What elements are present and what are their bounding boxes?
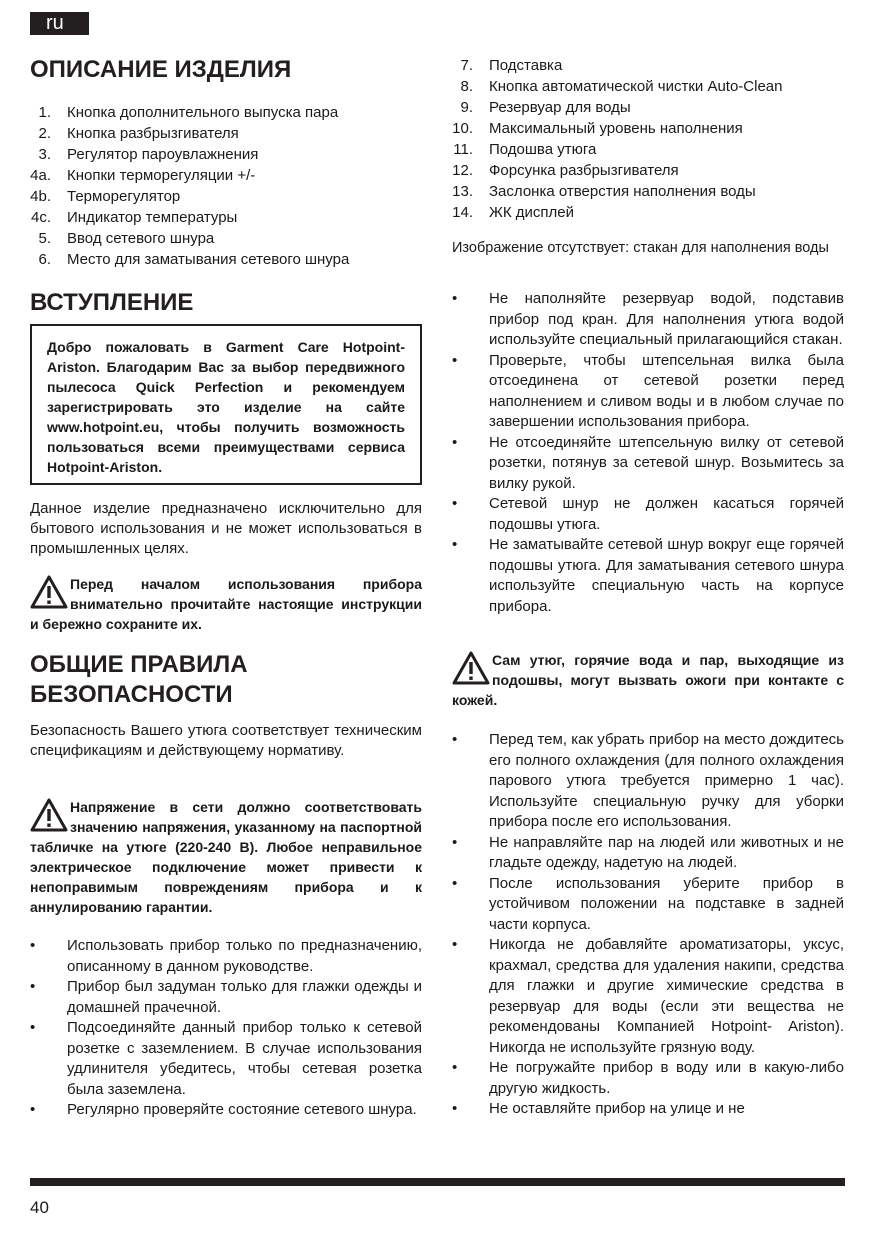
list-item: 6. Место для заматывания сетевого шнура	[38, 251, 350, 268]
list-item: 7. Подставка	[460, 57, 563, 74]
list-item: • После использования уберите прибор в устойчивом положении на подставке в задней части корпуса.	[452, 874, 844, 933]
list-item: 4a. Кнопки терморегуляции +/-	[30, 167, 256, 184]
safety-bullets-right-2	[452, 730, 844, 1120]
list-item: • Не направляйте пар на людей или животных и не гладьте одежду, надетую на людей.	[452, 833, 844, 871]
list-item: 1. Кнопка дополнительного выпуска пара	[38, 104, 339, 121]
list-item: • Не заматывайте сетевой шнур вокруг еще горячей подошвы утюга. Для заматывания сетевого шнура используйте специальную часть на корпусе прибора.	[452, 536, 844, 615]
list-item: • Проверьте, чтобы штепсельная вилка была отсоединена от сетевой розетки перед наполнением и сливом воды и в любом случае по завершении использования прибора.	[452, 351, 844, 430]
list-item: 3. Регулятор пароувлажнения	[38, 146, 259, 163]
list-item: • Не отсоединяйте штепсельную вилку от сетевой розетки, потянув за сетевой шнур. Возьмитесь за вилку рукой.	[452, 433, 844, 492]
instructions-warning: Перед началом использования прибора внимательно прочитайте настоящие инструкции и бережно сохраните их.	[30, 576, 422, 632]
warning-triangle-icon	[30, 575, 68, 609]
list-item: • Не погружайте прибор в воду или в какую-либо другую жидкость.	[452, 1059, 844, 1097]
language-tab: ru	[30, 12, 89, 35]
list-item: 11. Подошва утюга	[453, 141, 597, 158]
list-item: 9. Резервуар для воды	[460, 99, 631, 116]
footer-rule	[30, 1178, 845, 1186]
list-item: • Не оставляйте прибор на улице и не	[452, 1100, 745, 1117]
welcome-text: Добро пожаловать в Garment Care Hotpoint-Ariston. Благодарим Вас за выбор передвижного пылесоса Quick Perfection и рекомендуем зарегистрировать это изделие на сайте www.hotpoint.eu, чтобы получить возможность пользоваться всеми преимуществами сервиса Hotpoint-Ariston.	[47, 339, 405, 475]
voltage-warning: Напряжение в сети должно соответствовать значению напряжения, указанному на паспортной табличке на утюге (220-240 В). Любое неправильное электрическое подключение может привести к непоправимым повреждениям прибора и к аннулированию гарантии.	[30, 799, 422, 915]
burn-warning: Сам утюг, горячие вода и пар, выходящие из подошвы, могут вызвать ожоги при контакте с кожей.	[452, 652, 844, 708]
list-item: 14. ЖК дисплей	[452, 204, 574, 221]
product-description-title: ОПИСАНИЕ ИЗДЕЛИЯ	[30, 56, 292, 83]
warning-triangle-icon	[452, 651, 490, 685]
parts-list-left	[30, 102, 422, 270]
list-item: 4b. Терморегулятор	[30, 188, 181, 205]
list-item: • Подсоединяйте данный прибор только к сетевой розетке с заземлением. В случае использования удлинителя убедитесь, чтобы сетевая розетка была заземлена.	[30, 1019, 422, 1098]
list-item: • Перед тем, как убрать прибор на место дождитесь его полного охлаждения (для полного охлаждения парового утюга требуется примерно 1 час). Используйте специальную ручку для уборки прибора после его использования.	[452, 731, 844, 830]
list-item: 8. Кнопка автоматической чистки Auto-Clean	[460, 78, 783, 95]
list-item: • Сетевой шнур не должен касаться горячей подошвы утюга.	[452, 495, 844, 533]
safety-bullets-right-1	[452, 289, 844, 617]
list-item: 10. Максимальный уровень наполнения	[452, 120, 743, 137]
list-item: • Использовать прибор только по предназначению, описанному в данном руководстве.	[30, 937, 422, 975]
warning-triangle-icon	[30, 798, 68, 832]
list-item: • Никогда не добавляйте ароматизаторы, уксус, крахмал, средства для удаления накипи, средства для глажки и другие химические средства в резервуар для воды (если эти вещества не рекомендованы Компанией Hotpoint- Ariston). Никогда не используйте грязную воду.	[452, 936, 844, 1056]
safety-intro: Безопасность Вашего утюга соответствует техническим спецификациям и действующему нормативу.	[30, 722, 422, 759]
list-item: • Прибор был задуман только для глажки одежды и домашней прачечной.	[30, 978, 422, 1016]
list-item: 12. Форсунка разбрызгивателя	[452, 162, 679, 179]
list-item: 4c. Индикатор температуры	[30, 209, 238, 226]
missing-item-note: Изображение отсутствует: стакан для наполнения воды	[452, 240, 829, 256]
welcome-box	[30, 324, 422, 485]
usage-paragraph: Данное изделие предназначено исключительно для бытового использования и не может использоваться в промышленных целях.	[30, 500, 422, 557]
list-item: • Регулярно проверяйте состояние сетевого шнура.	[30, 1101, 417, 1118]
page-number: 40	[30, 1198, 49, 1217]
parts-list-right	[452, 55, 844, 223]
introduction-title: ВСТУПЛЕНИЕ	[30, 289, 194, 316]
list-item: 5. Ввод сетевого шнура	[38, 230, 215, 247]
list-item: 2. Кнопка разбрызгивателя	[38, 125, 239, 142]
safety-bullets-left	[30, 936, 422, 1121]
list-item: • Не наполняйте резервуар водой, подставив прибор под кран. Для наполнения утюга водой используйте специальный прилагающийся стакан.	[452, 290, 844, 348]
list-item: 13. Заслонка отверстия наполнения воды	[452, 183, 756, 200]
safety-title: ОБЩИЕ ПРАВИЛА БЕЗОПАСНОСТИ	[30, 651, 248, 708]
